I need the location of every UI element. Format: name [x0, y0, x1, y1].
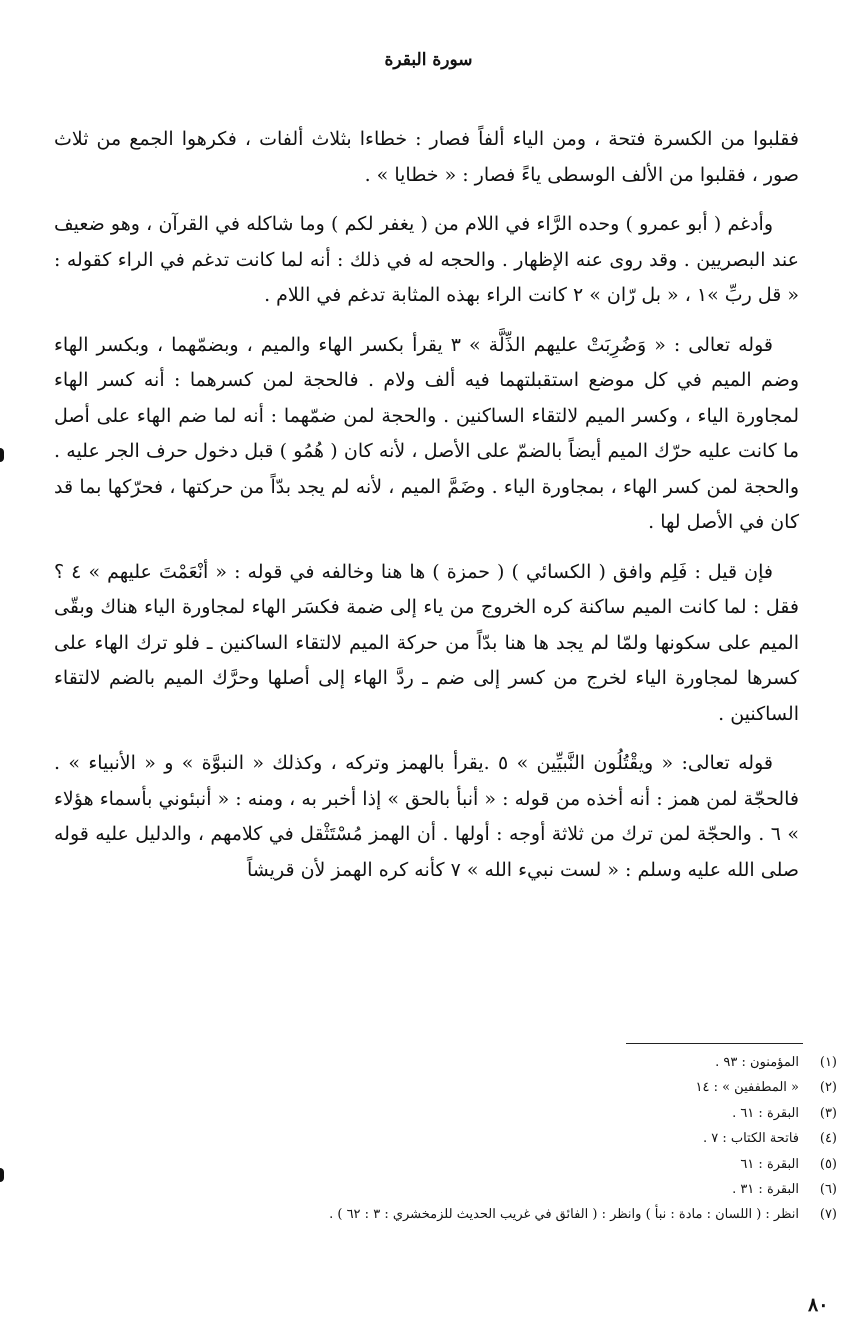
- paragraph: قوله تعالى: « ويقْتُلُون النَّبيِّين » ٥ .يقرأ بالهمز وتركه ، وكذلك « النبوَّة » و « الأنبياء » . فالحجّة لمن همز : أنه أخذه من قوله : « أنبأ بالحق » إذا أخبر به ، ومنه : « أنبئوني بأسماء هؤلاء » ٦ . والحجّة لمن ترك من ثلاثة أوجه : أولها . أن الهمز مُسْتَثْقل في كلامهم ، والدليل عليه قوله صلى الله عليه وسلم : « لست نبيء الله » ٧ كأنه كره الهمز لأن قريشاً: [54, 752, 799, 881]
- footnote-item: [37, 1177, 837, 1202]
- scan-edge-mark: [0, 448, 4, 462]
- footnote-text: « المطففين » : ١٤: [695, 1080, 799, 1096]
- footnote-item: [37, 1126, 837, 1151]
- main-text: [54, 122, 799, 902]
- footnote-number: (٤): [819, 1131, 837, 1147]
- footnote-text: فاتحة الكتاب : ٧ .: [702, 1131, 799, 1147]
- footnote-item: [37, 1202, 837, 1227]
- footnote-separator: [626, 1043, 803, 1044]
- footnote-number: (٥): [819, 1156, 837, 1172]
- scan-edge-mark: [0, 1168, 4, 1182]
- paragraph: وأدغم ( أبو عمرو ) وحده الرَّاء في اللام من ( يغفر لكم ) وما شاكله في القرآن ، وهو ضعيف عند البصريين . وقد روى عنه الإظهار . والحجه له في ذلك : أنه لما كانت تدغم في الراء كقوله : « قل ربِّ »١ ، « بل رّان » ٢ كانت الراء بهذه المثابة تدغم في اللام .: [54, 213, 799, 306]
- footnote-text: انظر : ( اللسان : مادة : نبأ ) وانظر : ( الفائق في غريب الحديث للزمخشري : ٣ : ٦٢ ) .: [329, 1207, 799, 1223]
- footnote-number: (٧): [819, 1207, 837, 1223]
- footnote-text: البقرة : ٦١: [740, 1156, 799, 1172]
- paragraph: قوله تعالى : « وَضُرِبَتْ عليهم الذِّلَّة » ٣ يقرأ بكسر الهاء والميم ، وبضمّهما ، وبكسر الهاء وضم الميم في كل موضع استقبلتهما فيه ألف ولام . فالحجة لمن كسرهما : أنه كسر الهاء لمجاورة الياء ، وكسر الميم لالتقاء الساكنين . والحجة لمن ضمّهما : أنه لما ضم الهاء على أصل ما كانت عليه حرّك الميم أيضاً بالضمّ على الأصل ، لأنه كان ( هُمُو ) قبل دخول حرف الجر عليه . والحجة لمن كسر الهاء ، بمجاورة الياء . وضَمَّ الميم ، لأنه لم يجد بدّاً من حركتها ، فحرّكها بما قد كان في الأصل لها .: [54, 333, 799, 533]
- page-number: ٨٠: [808, 1294, 829, 1316]
- running-head: سورة البقرة: [384, 50, 473, 70]
- footnote-text: البقرة : ٣١ .: [732, 1182, 799, 1198]
- footnotes: [37, 1050, 837, 1228]
- paragraph: فقلبوا من الكسرة فتحة ، ومن الياء ألفاً فصار : خطاءا بثلاث ألفات ، فكرهوا الجمع من ثلاث صور ، فقلبوا من الألف الوسطى ياءً فصار : « خطايا » .: [54, 128, 799, 186]
- footnote-text: البقرة : ٦١ .: [732, 1105, 799, 1121]
- footnote-number: (١): [819, 1055, 837, 1070]
- footnote-item: [37, 1152, 837, 1177]
- footnote-number: (٦): [819, 1182, 837, 1198]
- paragraph: فإن قيل : فَلِم وافق ( الكسائي ) ( حمزة ) ها هنا وخالفه في قوله : « أنْعَمْتَ عليهم » ٤ ؟ فقل : لما كانت الميم ساكنة كره الخروج من ياء إلى ضمة فكسَر الهاء لمجاورة الياء هناك وبقّى الميم على سكونها ولمّا لم يجد ها هنا بدّاً من حركة الميم لالتقاء الساكنين ـ فلو ترك الهاء على كسرها لمجاورة الياء لخرج من كسر إلى ضم ـ ردَّ الهاء إلى أصلها وحرَّك الميم بالضم لالتقاء الساكنين .: [54, 560, 799, 725]
- footnote-item: [37, 1050, 837, 1075]
- footnote-number: (٣): [819, 1105, 837, 1121]
- footnote-item: [37, 1101, 837, 1126]
- footnote-number: (٢): [819, 1080, 837, 1096]
- footnote-item: [37, 1075, 837, 1100]
- footnote-text: المؤمنون : ٩٣ .: [715, 1055, 799, 1070]
